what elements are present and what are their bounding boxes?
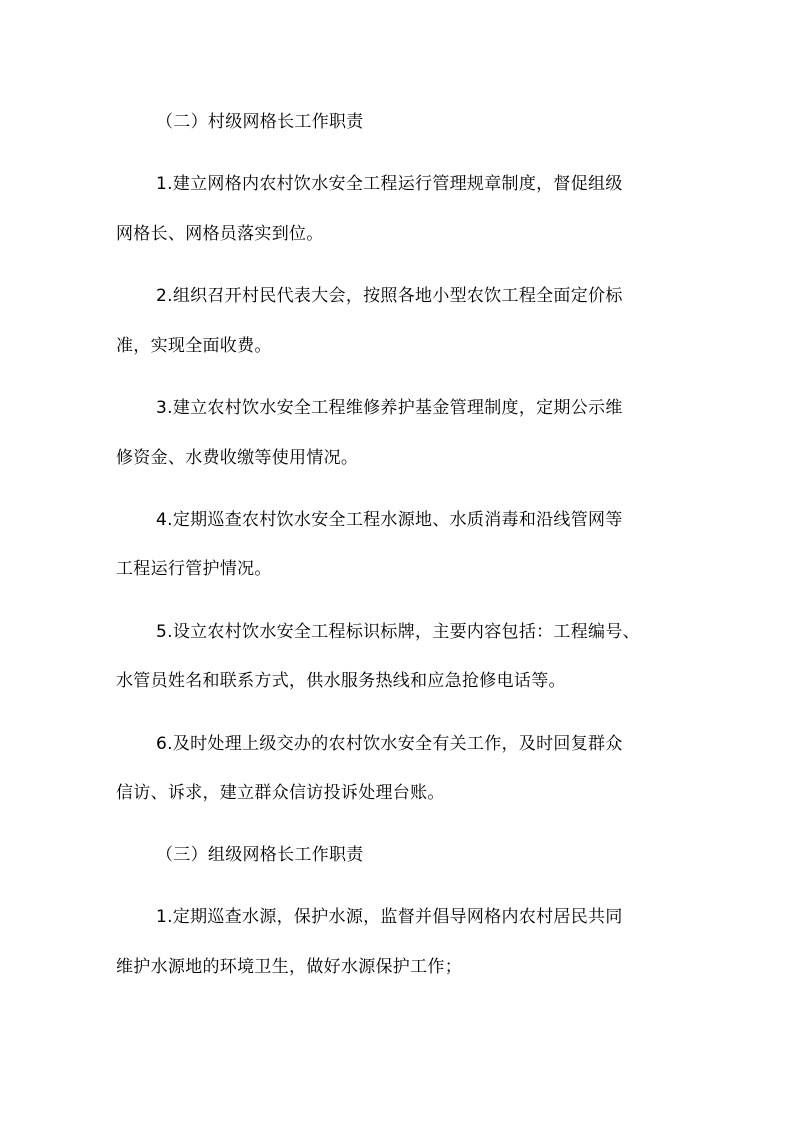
paragraph-line: 修资金、水费收缴等使用情况。	[116, 448, 359, 468]
paragraph-line: 1.建立网格内农村饮水安全工程运行管理规章制度，督促组级	[156, 174, 623, 194]
section-heading-group: （三）组级网格长工作职责	[156, 845, 364, 865]
paragraph-line: 水管员姓名和联系方式，供水服务热线和应急抢修电话等。	[116, 671, 566, 691]
section-heading-village: （二）村级网格长工作职责	[156, 112, 364, 132]
paragraph-line: 5.设立农村饮水安全工程标识标牌，主要内容包括：工程编号、	[156, 622, 640, 642]
paragraph-line: 工程运行管护情况。	[116, 559, 272, 579]
paragraph-line: 1.定期巡查水源，保护水源，监督并倡导网格内农村居民共同	[156, 907, 623, 927]
paragraph-line: 4.定期巡查农村饮水安全工程水源地、水质消毒和沿线管网等	[156, 510, 623, 530]
paragraph-line: 维护水源地的环境卫生，做好水源保护工作；	[116, 957, 462, 977]
paragraph-line: 信访、诉求，建立群众信访投诉处理台账。	[116, 783, 445, 803]
paragraph-line: 3.建立农村饮水安全工程维修养护基金管理制度，定期公示维	[156, 398, 623, 418]
paragraph-line: 6.及时处理上级交办的农村饮水安全有关工作，及时回复群众	[156, 734, 623, 754]
paragraph-line: 2.组织召开村民代表大会，按照各地小型农饮工程全面定价标	[156, 286, 623, 306]
paragraph-line: 准，实现全面收费。	[116, 336, 272, 356]
paragraph-line: 网格长、网格员落实到位。	[116, 224, 324, 244]
